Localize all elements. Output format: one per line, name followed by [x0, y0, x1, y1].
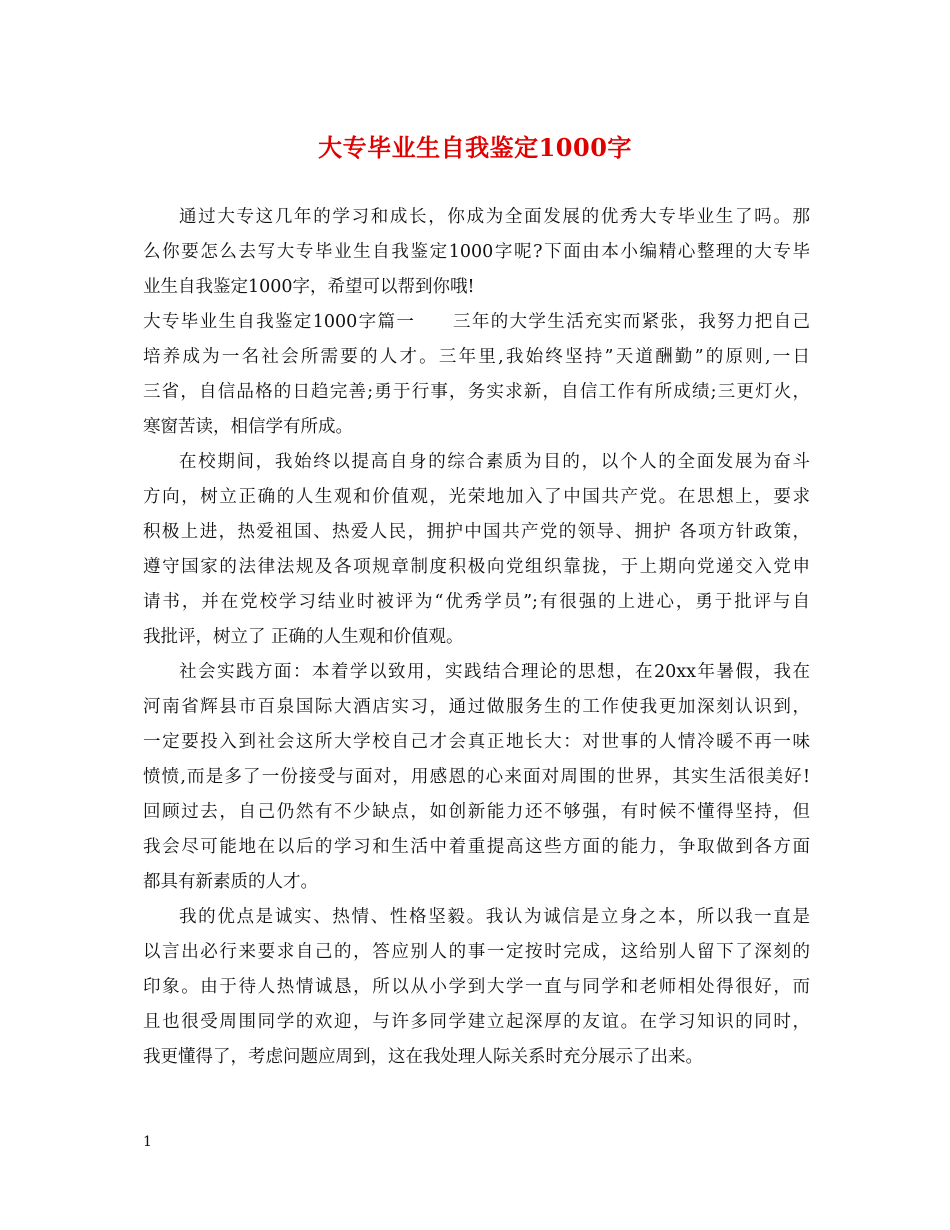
body-text-line: 业生自我鉴定1000字，希望可以帮到你哦! — [143, 277, 475, 297]
body-text-line: 大专毕业生自我鉴定1000字篇一 三年的大学生活充实而紧张，我努力把自己 — [143, 312, 810, 332]
body-text-line: 三省，自信品格的日趋完善;勇于行事，务实求新，自信工作有所成绩;三更灯火， — [143, 382, 810, 402]
body-text-line: 印象。由于待人热情诚恳，所以从小学到大学一直与同学和老师相处得很好，而 — [143, 977, 810, 997]
document-title: 大专毕业生自我鉴定1000字 — [318, 133, 632, 162]
body-text-line: 通过大专这几年的学习和成长，你成为全面发展的优秀大专毕业生了吗。那 — [179, 207, 810, 227]
body-text-line: 我更懂得了，考虑问题应周到，这在我处理人际关系时充分展示了出来。 — [143, 1047, 703, 1067]
body-text-line: 且也很受周围同学的欢迎，与许多同学建立起深厚的友谊。在学习知识的同时， — [143, 1012, 810, 1032]
body-text-line: 我会尽可能地在以后的学习和生活中着重提高这些方面的能力，争取做到各方面 — [143, 837, 810, 857]
body-text-line: 以言出必行来要求自己的，答应别人的事一定按时完成，这给别人留下了深刻的 — [143, 942, 810, 962]
body-text-line: 方向，树立正确的人生观和价值观，光荣地加入了中国共产党。在思想上，要求 — [143, 487, 810, 507]
body-text-line: 遵守国家的法律法规及各项规章制度积极向党组织靠拢，于上期向党递交入党申 — [143, 557, 810, 577]
body-text-line: 社会实践方面：本着学以致用，实践结合理论的思想，在20xx年暑假，我在 — [179, 662, 810, 682]
body-text-line: 一定要投入到社会这所大学校自己才会真正地长大：对世事的人情冷暖不再一味 — [143, 732, 810, 752]
body-text-line: 培养成为一名社会所需要的人才。三年里,我始终坚持”天道酬勤”的原则,一日 — [143, 347, 810, 367]
body-text-line: 寒窗苦读，相信学有所成。 — [143, 417, 353, 437]
body-text-line: 河南省辉县市百泉国际大酒店实习，通过做服务生的工作使我更加深刻认识到， — [143, 697, 810, 717]
body-text-line: 么你要怎么去写大专毕业生自我鉴定1000字呢?下面由本小编精心整理的大专毕 — [143, 242, 810, 262]
body-text-line: 我的优点是诚实、热情、性格坚毅。我认为诚信是立身之本，所以我一直是 — [179, 907, 810, 927]
body-text-line: 在校期间，我始终以提高自身的综合素质为目的，以个人的全面发展为奋斗 — [179, 452, 810, 472]
body-text-line: 都具有新素质的人才。 — [143, 872, 318, 892]
body-text-line: 请书，并在党校学习结业时被评为“优秀学员”;有很强的上进心，勇于批评与自 — [143, 592, 810, 612]
body-text-line: 积极上进，热爱祖国、热爱人民，拥护中国共产党的领导、拥护 各项方针政策， — [143, 522, 810, 542]
page-number: 1 — [143, 1134, 152, 1150]
document-body — [143, 200, 810, 1075]
body-text-line: 愤愤,而是多了一份接受与面对，用感恩的心来面对周围的世界，其实生活很美好! — [143, 767, 810, 787]
body-text-line: 回顾过去，自己仍然有不少缺点，如创新能力还不够强，有时候不懂得坚持，但 — [143, 802, 810, 822]
body-text-line: 我批评，树立了 正确的人生观和价值观。 — [143, 627, 464, 647]
